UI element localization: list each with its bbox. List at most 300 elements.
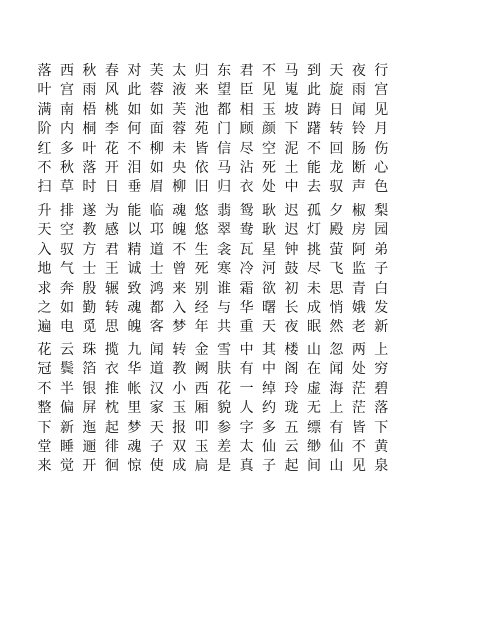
verse-character: 白 <box>374 280 389 297</box>
verse-character: 箔 <box>82 361 97 378</box>
verse-character: 入 <box>37 241 52 258</box>
verse-character: 花 <box>104 140 119 157</box>
verse-character: 雨 <box>351 82 366 99</box>
verse-character: 夜 <box>351 63 366 79</box>
verse-column <box>103 341 120 477</box>
verse-character: 天 <box>37 222 52 239</box>
verse-character: 汉 <box>149 380 164 397</box>
verse-character: 钟 <box>284 241 299 258</box>
verse-character: 满 <box>37 101 52 118</box>
verse-character: 枕 <box>104 400 119 417</box>
verse-character: 不 <box>127 140 142 157</box>
verse-character: 红 <box>37 140 52 157</box>
verse-character: 寒 <box>217 261 232 278</box>
verse-column <box>238 62 255 198</box>
verse-character: 坡 <box>284 101 299 118</box>
verse-column <box>58 62 75 198</box>
verse-character: 未 <box>306 280 321 297</box>
verse-character: 士 <box>82 261 97 278</box>
verse-character: 有 <box>239 361 254 378</box>
verse-character: 西 <box>59 63 74 79</box>
verse-character: 不 <box>351 439 366 456</box>
verse-character: 经 <box>194 300 209 317</box>
verse-character: 教 <box>82 222 97 239</box>
verse-character: 玉 <box>172 400 187 417</box>
verse-character: 电 <box>59 319 74 336</box>
verse-character: 夜 <box>284 319 299 336</box>
verse-character: 日 <box>329 101 344 118</box>
verse-column <box>283 341 300 477</box>
verse-character: 瓦 <box>239 241 254 258</box>
verse-character: 见 <box>374 101 389 118</box>
verse-character: 魄 <box>172 222 187 239</box>
verse-character: 衣 <box>104 361 119 378</box>
verse-character: 约 <box>262 400 277 417</box>
verse-character: 云 <box>284 439 299 456</box>
verse-character: 道 <box>149 361 164 378</box>
verse-character: 鬓 <box>59 361 74 378</box>
verse-character: 缈 <box>306 439 321 456</box>
verse-character: 上 <box>374 342 389 358</box>
verse-character: 君 <box>104 241 119 258</box>
verse-character: 池 <box>194 101 209 118</box>
verse-character: 感 <box>104 222 119 239</box>
verse-character: 声 <box>351 179 366 196</box>
verse-character: 娥 <box>351 300 366 317</box>
verse-character: 眉 <box>149 179 164 196</box>
verse-character: 宫 <box>59 82 74 99</box>
verse-character: 徘 <box>104 439 119 456</box>
verse-column <box>148 341 165 477</box>
verse-character: 霜 <box>239 280 254 297</box>
verse-character: 雪 <box>217 342 232 358</box>
verse-character: 开 <box>82 458 97 475</box>
verse-character: 此 <box>127 82 142 99</box>
verse-character: 马 <box>284 63 299 79</box>
verse-character: 叩 <box>194 419 209 436</box>
verse-character: 地 <box>37 261 52 278</box>
verse-character: 不 <box>37 380 52 397</box>
verse-character: 海 <box>329 380 344 397</box>
verse-character: 是 <box>217 458 232 475</box>
verse-character: 华 <box>239 300 254 317</box>
verse-character: 相 <box>239 101 254 118</box>
verse-character: 为 <box>104 203 119 219</box>
verse-character: 九 <box>127 342 142 358</box>
verse-character: 萤 <box>329 241 344 258</box>
verse-character: 桃 <box>104 101 119 118</box>
verse-character: 死 <box>194 261 209 278</box>
verse-character: 玉 <box>262 101 277 118</box>
verse-character: 如 <box>149 101 164 118</box>
verse-character: 闻 <box>329 361 344 378</box>
verse-character: 泪 <box>127 160 142 177</box>
verse-character: 之 <box>37 300 52 317</box>
verse-character: 曾 <box>172 261 187 278</box>
verse-character: 绰 <box>262 380 277 397</box>
verse-character: 皆 <box>351 419 366 436</box>
verse-column <box>216 341 233 477</box>
verse-character: 无 <box>306 400 321 417</box>
verse-character: 依 <box>194 160 209 177</box>
verse-column <box>81 62 98 198</box>
verse-character: 梦 <box>127 419 142 436</box>
verse-character: 落 <box>37 63 52 79</box>
verse-character: 堂 <box>37 439 52 456</box>
verse-character: 扫 <box>37 179 52 196</box>
verse-character: 貌 <box>217 400 232 417</box>
verse-character: 小 <box>172 380 187 397</box>
verse-column <box>373 62 390 198</box>
verse-character: 子 <box>262 458 277 475</box>
verse-character: 鸳 <box>239 203 254 219</box>
verse-character: 阿 <box>351 241 366 258</box>
verse-character: 河 <box>262 261 277 278</box>
verse-character: 徊 <box>104 458 119 475</box>
verse-character: 芙 <box>172 101 187 118</box>
verse-character: 望 <box>217 82 232 99</box>
verse-character: 遂 <box>82 203 97 219</box>
verse-character: 顾 <box>239 121 254 138</box>
verse-character: 厢 <box>194 400 209 417</box>
verse-column <box>193 202 210 338</box>
verse-character: 鸿 <box>149 280 164 297</box>
verse-character: 家 <box>149 400 164 417</box>
verse-block-1 <box>36 62 390 198</box>
verse-character: 仙 <box>329 439 344 456</box>
verse-character: 宫 <box>374 82 389 99</box>
verse-character: 旋 <box>329 82 344 99</box>
verse-character: 初 <box>284 280 299 297</box>
verse-character: 别 <box>194 280 209 297</box>
verse-character: 重 <box>239 319 254 336</box>
verse-character: 多 <box>262 419 277 436</box>
verse-column <box>350 341 367 477</box>
verse-character: 蓉 <box>149 82 164 99</box>
verse-character: 中 <box>284 179 299 196</box>
verse-character: 整 <box>37 400 52 417</box>
verse-character: 弟 <box>374 241 389 258</box>
verse-character: 如 <box>59 300 74 317</box>
verse-character: 肤 <box>217 361 232 378</box>
verse-column <box>58 341 75 477</box>
verse-character: 云 <box>59 342 74 358</box>
verse-character: 死 <box>262 160 277 177</box>
verse-character: 花 <box>37 342 52 358</box>
verse-column <box>283 62 300 198</box>
verse-character: 太 <box>239 439 254 456</box>
verse-character: 孤 <box>306 203 321 219</box>
verse-character: 见 <box>351 458 366 475</box>
verse-character: 珑 <box>284 400 299 417</box>
verse-character: 花 <box>217 380 232 397</box>
verse-character: 与 <box>217 300 232 317</box>
verse-character: 道 <box>149 241 164 258</box>
verse-character: 土 <box>284 160 299 177</box>
verse-column <box>36 62 53 198</box>
verse-character: 央 <box>172 160 187 177</box>
verse-character: 迟 <box>284 203 299 219</box>
verse-character: 起 <box>104 419 119 436</box>
verse-character: 躇 <box>306 121 321 138</box>
verse-character: 回 <box>329 140 344 157</box>
verse-character: 长 <box>284 300 299 317</box>
verse-character: 金 <box>194 342 209 358</box>
verse-character: 空 <box>262 140 277 157</box>
verse-character: 睡 <box>59 439 74 456</box>
verse-block-3 <box>36 341 390 477</box>
verse-column <box>328 341 345 477</box>
verse-character: 能 <box>306 160 321 177</box>
verse-character: 来 <box>172 280 187 297</box>
verse-character: 天 <box>149 419 164 436</box>
verse-character: 殿 <box>329 222 344 239</box>
verse-character: 屏 <box>82 400 97 417</box>
verse-character: 房 <box>351 222 366 239</box>
verse-character: 士 <box>149 261 164 278</box>
verse-character: 觉 <box>59 458 74 475</box>
verse-character: 天 <box>329 63 344 79</box>
verse-character: 都 <box>217 101 232 118</box>
verse-character: 中 <box>262 361 277 378</box>
verse-character: 客 <box>149 319 164 336</box>
verse-column <box>81 341 98 477</box>
verse-character: 尽 <box>239 140 254 157</box>
verse-block-2 <box>36 202 390 338</box>
verse-character: 来 <box>194 82 209 99</box>
verse-character: 伤 <box>374 140 389 157</box>
verse-character: 阁 <box>284 361 299 378</box>
verse-character: 曙 <box>262 300 277 317</box>
verse-character: 五 <box>284 419 299 436</box>
verse-character: 闻 <box>351 101 366 118</box>
verse-character: 椒 <box>351 203 366 219</box>
verse-character: 碧 <box>374 380 389 397</box>
verse-character: 山 <box>329 458 344 475</box>
verse-character: 入 <box>172 300 187 317</box>
verse-column <box>126 341 143 477</box>
verse-character: 字 <box>239 419 254 436</box>
verse-character: 在 <box>306 361 321 378</box>
verse-character: 处 <box>351 361 366 378</box>
verse-character: 成 <box>306 300 321 317</box>
verse-character: 子 <box>149 439 164 456</box>
verse-character: 有 <box>329 419 344 436</box>
verse-character: 蓉 <box>172 121 187 138</box>
verse-character: 茫 <box>351 380 366 397</box>
verse-character: 里 <box>127 400 142 417</box>
verse-column <box>193 341 210 477</box>
verse-character: 年 <box>194 319 209 336</box>
verse-character: 虚 <box>306 380 321 397</box>
verse-character: 苑 <box>194 121 209 138</box>
verse-character: 老 <box>351 319 366 336</box>
verse-column <box>373 341 390 477</box>
verse-character: 共 <box>217 319 232 336</box>
verse-character: 都 <box>149 300 164 317</box>
verse-character: 不 <box>306 140 321 157</box>
verse-character: 悄 <box>329 300 344 317</box>
verse-character: 悠 <box>194 222 209 239</box>
verse-character: 去 <box>306 179 321 196</box>
verse-character: 间 <box>306 458 321 475</box>
verse-character: 殷 <box>82 280 97 297</box>
verse-character: 一 <box>239 380 254 397</box>
verse-character: 柳 <box>149 140 164 157</box>
verse-character: 柳 <box>172 179 187 196</box>
verse-character: 诚 <box>127 261 142 278</box>
verse-character: 归 <box>217 179 232 196</box>
verse-character: 冠 <box>37 361 52 378</box>
verse-character: 旧 <box>194 179 209 196</box>
verse-character: 春 <box>104 63 119 79</box>
verse-character: 落 <box>374 400 389 417</box>
verse-character: 处 <box>262 179 277 196</box>
verse-character: 两 <box>351 342 366 358</box>
verse-character: 园 <box>374 222 389 239</box>
verse-character: 天 <box>262 319 277 336</box>
verse-character: 排 <box>59 203 74 219</box>
verse-column <box>216 62 233 198</box>
verse-character: 皆 <box>194 140 209 157</box>
verse-character: 推 <box>104 380 119 397</box>
verse-character: 颜 <box>262 121 277 138</box>
verse-character: 扃 <box>194 458 209 475</box>
verse-character: 求 <box>37 280 52 297</box>
verse-column <box>193 62 210 198</box>
verse-column <box>36 202 53 338</box>
verse-character: 芙 <box>149 63 164 79</box>
verse-character: 液 <box>172 82 187 99</box>
verse-character: 勤 <box>82 300 97 317</box>
verse-character: 面 <box>149 121 164 138</box>
verse-character: 泥 <box>284 140 299 157</box>
verse-character: 银 <box>82 380 97 397</box>
verse-character: 双 <box>172 439 187 456</box>
verse-character: 衣 <box>239 179 254 196</box>
verse-character: 对 <box>127 63 142 79</box>
verse-character: 内 <box>59 121 74 138</box>
verse-character: 人 <box>239 400 254 417</box>
verse-character: 思 <box>329 280 344 297</box>
verse-column <box>216 202 233 338</box>
verse-character: 不 <box>262 63 277 79</box>
verse-character: 使 <box>149 458 164 475</box>
verse-character: 夕 <box>329 203 344 219</box>
verse-character: 邛 <box>149 222 164 239</box>
verse-character: 肠 <box>351 140 366 157</box>
verse-character: 耿 <box>262 203 277 219</box>
verse-character: 迤 <box>82 419 97 436</box>
verse-character: 门 <box>217 121 232 138</box>
verse-character: 不 <box>172 241 187 258</box>
verse-character: 王 <box>104 261 119 278</box>
verse-character: 偏 <box>59 400 74 417</box>
verse-character: 挑 <box>306 241 321 258</box>
verse-character: 龙 <box>329 160 344 177</box>
verse-character: 以 <box>127 222 142 239</box>
verse-character: 下 <box>374 419 389 436</box>
verse-character: 迟 <box>284 222 299 239</box>
verse-column <box>328 62 345 198</box>
verse-character: 梦 <box>172 319 187 336</box>
verse-column <box>103 202 120 338</box>
verse-column <box>261 341 278 477</box>
verse-character: 魄 <box>127 319 142 336</box>
verse-character: 忽 <box>329 342 344 358</box>
verse-character: 山 <box>306 342 321 358</box>
verse-character: 臣 <box>239 82 254 99</box>
verse-character: 鸯 <box>239 222 254 239</box>
verse-character: 此 <box>306 82 321 99</box>
verse-character: 空 <box>59 222 74 239</box>
verse-character: 茫 <box>351 400 366 417</box>
verse-column <box>171 341 188 477</box>
verse-character: 精 <box>127 241 142 258</box>
verse-character: 沾 <box>239 160 254 177</box>
verse-character: 帐 <box>127 380 142 397</box>
verse-character: 尽 <box>306 261 321 278</box>
verse-character: 南 <box>59 101 74 118</box>
verse-character: 到 <box>306 63 321 79</box>
verse-column <box>148 202 165 338</box>
verse-character: 叶 <box>82 140 97 157</box>
verse-character: 遍 <box>37 319 52 336</box>
verse-character: 归 <box>194 63 209 79</box>
verse-character: 中 <box>239 342 254 358</box>
verse-character: 西 <box>194 380 209 397</box>
verse-character: 玲 <box>284 380 299 397</box>
verse-character: 转 <box>172 342 187 358</box>
verse-column <box>171 202 188 338</box>
verse-character: 落 <box>82 160 97 177</box>
verse-character: 多 <box>59 140 74 157</box>
verse-character: 铃 <box>351 121 366 138</box>
verse-character: 华 <box>127 361 142 378</box>
verse-character: 谁 <box>217 280 232 297</box>
verse-character: 阶 <box>37 121 52 138</box>
verse-character: 辗 <box>104 280 119 297</box>
verse-character: 梧 <box>82 101 97 118</box>
verse-character: 仙 <box>262 439 277 456</box>
verse-character: 嵬 <box>284 82 299 99</box>
verse-character: 雨 <box>82 82 97 99</box>
verse-character: 垂 <box>127 179 142 196</box>
verse-character: 如 <box>149 160 164 177</box>
verse-character: 成 <box>172 458 187 475</box>
verse-character: 下 <box>37 419 52 436</box>
verse-character: 方 <box>82 241 97 258</box>
verse-character: 青 <box>351 280 366 297</box>
verse-character: 发 <box>374 300 389 317</box>
verse-character: 黄 <box>374 439 389 456</box>
verse-character: 翠 <box>217 222 232 239</box>
verse-character: 子 <box>374 261 389 278</box>
verse-character: 李 <box>104 121 119 138</box>
verse-character: 魂 <box>172 203 187 219</box>
verse-character: 风 <box>104 82 119 99</box>
verse-character: 冷 <box>239 261 254 278</box>
verse-character: 草 <box>59 179 74 196</box>
verse-column <box>148 62 165 198</box>
verse-column <box>126 62 143 198</box>
verse-character: 其 <box>262 342 277 358</box>
verse-character: 真 <box>239 458 254 475</box>
verse-character: 转 <box>329 121 344 138</box>
verse-character: 时 <box>82 179 97 196</box>
verse-character: 如 <box>127 101 142 118</box>
verse-column <box>238 202 255 338</box>
